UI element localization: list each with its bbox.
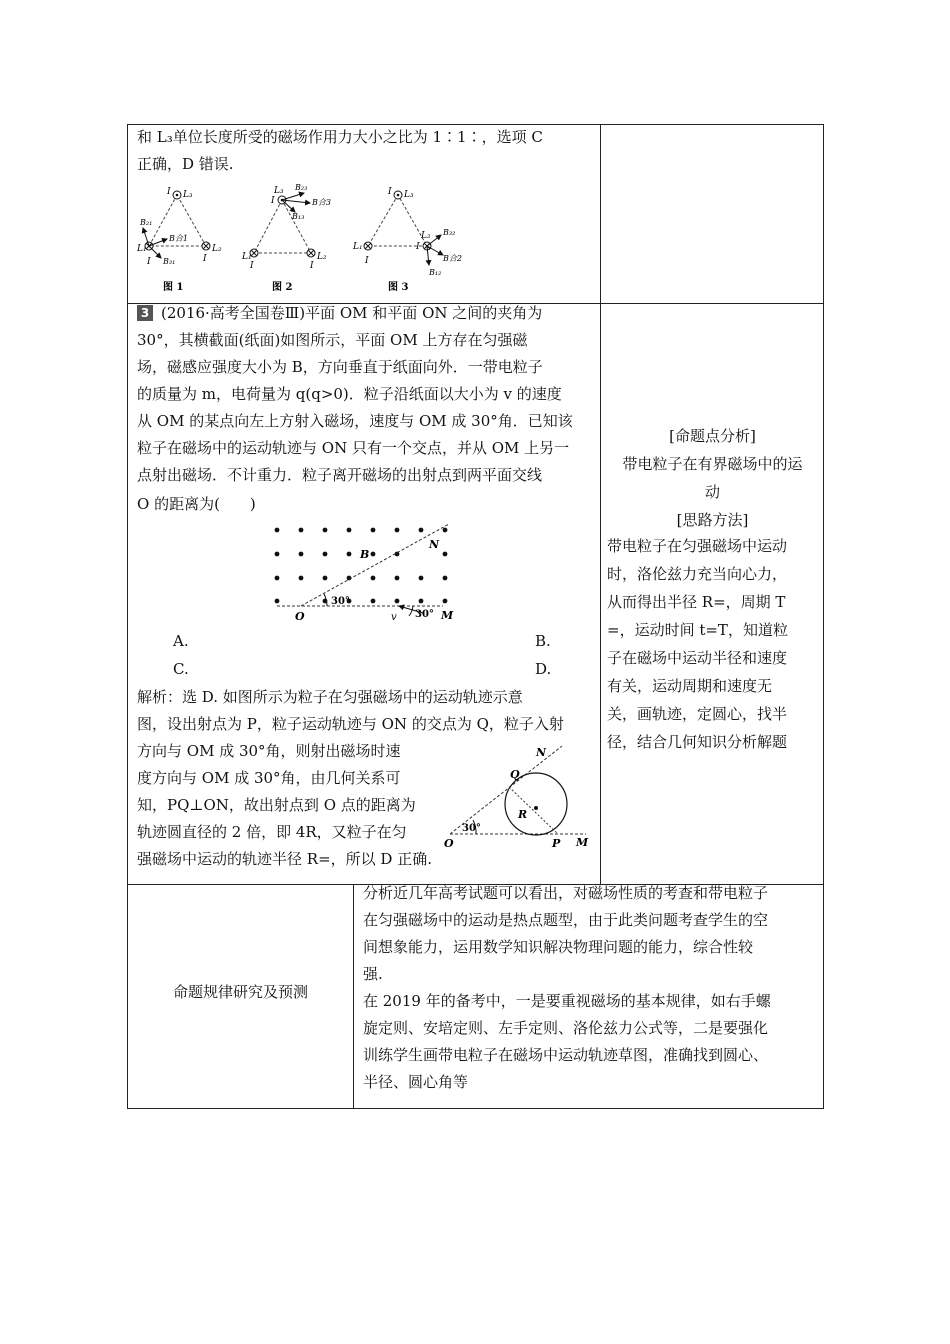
method-line-7: 关，画轨迹，定圆心，找半 bbox=[607, 705, 788, 723]
fig-label-B: B bbox=[360, 548, 370, 561]
svg-text:B合3: B合3 bbox=[312, 198, 331, 207]
bottom-line-5: 在 2019 年的备考中，一是要重视磁场的基本规律，如右手螺 bbox=[363, 992, 771, 1010]
bottom-line-2: 在匀强磁场中的运动是热点题型，由于此类问题考查学生的空 bbox=[363, 911, 769, 929]
fig1-caption: 图 1 bbox=[163, 282, 184, 293]
svg-text:L₂: L₂ bbox=[212, 244, 222, 254]
solution-line-4: 度方向与 OM 成 30°角，由几何关系可 bbox=[137, 769, 401, 787]
solution-line-1: 解析：选 D. 如图所示为粒子在匀强磁场中的运动轨迹示意 bbox=[137, 688, 523, 706]
solution-line-3: 方向与 OM 成 30°角，则射出磁场时速 bbox=[137, 742, 401, 760]
svg-text:I: I bbox=[203, 254, 207, 264]
sol-fig-label-O: O bbox=[444, 837, 454, 850]
svg-text:B₂₃: B₂₃ bbox=[295, 183, 308, 192]
method-line-8: 径，结合几何知识分析解题 bbox=[607, 733, 788, 751]
svg-text:I: I bbox=[167, 187, 171, 197]
bottom-line-1: 分析近几年高考试题可以看出，对磁场性质的考查和带电粒子 bbox=[363, 884, 769, 902]
analysis-heading-1: [命题点分析] bbox=[669, 427, 756, 445]
trajectory-figure bbox=[440, 740, 590, 855]
fig2-caption: 图 2 bbox=[272, 282, 293, 293]
method-line-1: 带电粒子在匀强磁场中运动 bbox=[607, 537, 788, 555]
svg-text:I: I bbox=[271, 196, 275, 206]
figure-1 bbox=[136, 187, 222, 293]
svg-text:L₁: L₁ bbox=[242, 252, 252, 262]
fig-label-v: v bbox=[391, 612, 397, 623]
fig-label-N: N bbox=[429, 538, 440, 551]
bottom-line-8: 半径、圆心角等 bbox=[363, 1073, 469, 1091]
question-line-3: 场，磁感应强度大小为 B，方向垂直于纸面向外．一带电粒子 bbox=[137, 358, 543, 376]
svg-text:B₃₁: B₃₁ bbox=[163, 257, 176, 266]
solution-line-2: 图，设出射点为 P，粒子运动轨迹与 ON 的交点为 Q，粒子入射 bbox=[137, 715, 564, 733]
svg-text:B合2: B合2 bbox=[443, 254, 462, 263]
solution-line-5: 知，PQ⊥ON，故出射点到 O 点的距离为 bbox=[137, 796, 416, 814]
fig-label-O: O bbox=[295, 610, 305, 623]
sol-fig-label-P: P bbox=[552, 837, 561, 850]
row1-line-1: 和 L₃单位长度所受的磁场作用力大小之比为 1∶1∶，选项 C bbox=[137, 128, 543, 146]
svg-text:I: I bbox=[147, 257, 151, 267]
sol-fig-label-Q: Q bbox=[510, 768, 520, 781]
svg-text:B合1: B合1 bbox=[169, 234, 188, 243]
option-a: A. bbox=[173, 632, 189, 650]
question-line-1: (2016·高考全国卷Ⅲ)平面 OM 和平面 ON 之间的夹角为 bbox=[161, 304, 543, 322]
sol-fig-label-N: N bbox=[536, 746, 547, 759]
sol-fig-label-R: R bbox=[518, 808, 528, 821]
bottom-line-3: 间想象能力，运用数学知识解决物理问题的能力，综合性较 bbox=[363, 938, 754, 956]
question-line-4: 的质量为 m，电荷量为 q(q>0)．粒子沿纸面以大小为 v 的速度 bbox=[137, 385, 562, 403]
svg-text:L₃: L₃ bbox=[404, 190, 414, 200]
magnetic-field-figure bbox=[263, 518, 463, 628]
analysis-heading-2: [思路方法] bbox=[676, 511, 749, 529]
question-header bbox=[137, 300, 542, 327]
fig-label-M: M bbox=[441, 609, 454, 622]
solution-line-7: 强磁场中运动的轨迹半径 R=，所以 D 正确. bbox=[137, 850, 432, 868]
figure-2 bbox=[241, 183, 331, 293]
question-line-8: O 的距离为( ) bbox=[137, 495, 256, 513]
svg-text:I: I bbox=[416, 242, 420, 252]
svg-text:B₃₂: B₃₂ bbox=[443, 228, 456, 237]
column-divider-bottom bbox=[353, 884, 354, 1109]
sol-fig-label-angle: 30° bbox=[462, 823, 481, 834]
svg-text:L₃: L₃ bbox=[274, 186, 284, 196]
fig3-caption: 图 3 bbox=[388, 282, 409, 293]
svg-text:I: I bbox=[250, 261, 254, 271]
option-d: D. bbox=[535, 660, 552, 678]
sol-fig-label-M: M bbox=[576, 836, 589, 849]
question-line-2: 30°，其横截面(纸面)如图所示，平面 OM 上方存在匀强磁 bbox=[137, 331, 528, 349]
svg-text:L₂: L₂ bbox=[421, 231, 431, 241]
method-line-2: 时，洛伦兹力充当向心力， bbox=[607, 565, 788, 583]
svg-text:L₂: L₂ bbox=[317, 252, 327, 262]
figure-3 bbox=[352, 187, 462, 293]
option-c: C. bbox=[173, 660, 189, 678]
bottom-line-7: 训练学生画带电粒子在磁场中运动轨迹草图，准确找到圆心、 bbox=[363, 1046, 769, 1064]
bottom-line-4: 强. bbox=[363, 965, 383, 983]
svg-text:L₁: L₁ bbox=[353, 242, 363, 252]
method-line-3: 从而得出半径 R=，周期 T bbox=[607, 593, 786, 611]
force-triangle-figures bbox=[135, 183, 465, 301]
question-line-5: 从 OM 的某点向左上方射入磁场，速度与 OM 成 30°角．已知该 bbox=[137, 412, 573, 430]
svg-text:L₁: L₁ bbox=[137, 244, 147, 254]
analysis-point-line-1: 带电粒子在有界磁场中的运 bbox=[622, 455, 803, 473]
method-line-4: =，运动时间 t=T，知道粒 bbox=[607, 621, 788, 639]
row1-line-2: 正确，D 错误. bbox=[137, 155, 234, 173]
question-number-badge: 3 bbox=[137, 305, 153, 321]
fig-label-angle-2: 30° bbox=[415, 609, 434, 620]
solution-line-6: 轨迹圆直径的 2 倍，即 4R，又粒子在匀 bbox=[137, 823, 407, 841]
svg-text:B₂₁: B₂₁ bbox=[140, 218, 153, 227]
svg-text:I: I bbox=[310, 261, 314, 271]
svg-text:B₁₂: B₁₂ bbox=[429, 268, 442, 277]
svg-text:B₁₃: B₁₃ bbox=[292, 212, 305, 221]
bottom-row-label: 命题规律研究及预测 bbox=[172, 983, 308, 1001]
fig-label-angle: 30° bbox=[331, 596, 350, 607]
bottom-line-6: 旋定则、安培定则、左手定则、洛伦兹力公式等，二是要强化 bbox=[363, 1019, 769, 1037]
method-line-6: 有关，运动周期和速度无 bbox=[607, 677, 773, 695]
svg-text:I: I bbox=[388, 187, 392, 197]
question-line-6: 粒子在磁场中的运动轨迹与 ON 只有一个交点，并从 OM 上另一 bbox=[137, 439, 570, 457]
question-line-7: 点射出磁场．不计重力．粒子离开磁场的出射点到两平面交线 bbox=[137, 466, 543, 484]
svg-text:L₃: L₃ bbox=[183, 190, 193, 200]
method-line-5: 子在磁场中运动半径和速度 bbox=[607, 649, 788, 667]
option-b: B. bbox=[535, 632, 551, 650]
svg-text:I: I bbox=[365, 256, 369, 266]
analysis-point-line-2: 动 bbox=[704, 483, 720, 501]
